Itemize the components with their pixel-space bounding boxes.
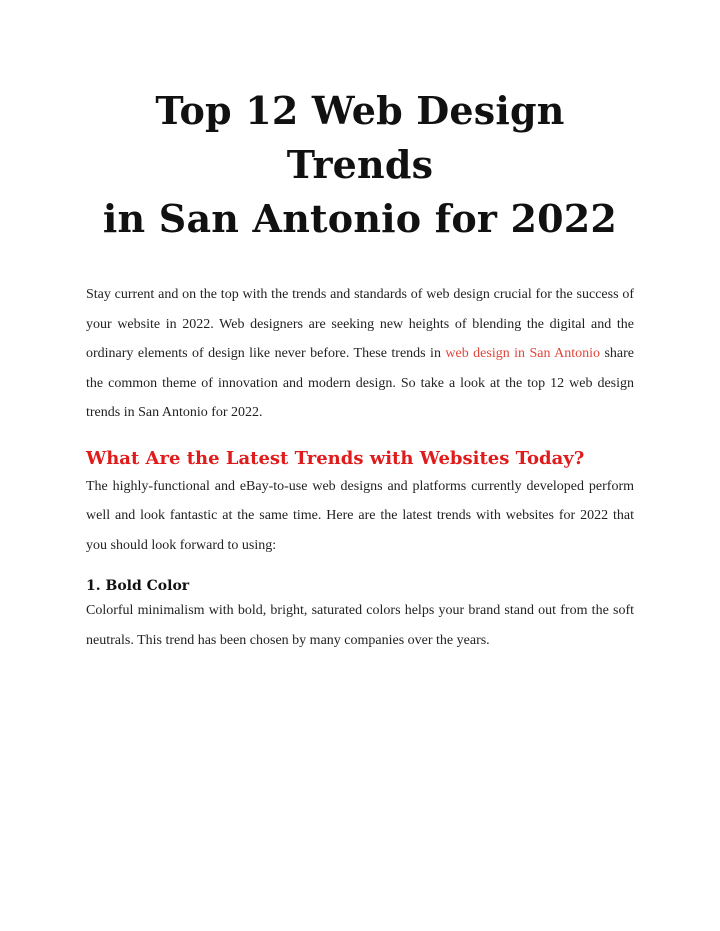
intro-text-after-link: share the common theme of innovation and modern design. So take a look at the top 12 web design trends in San Antonio for 2022.	[86, 346, 635, 420]
page-title	[86, 0, 634, 246]
intro-paragraph	[86, 280, 634, 428]
item-paragraph-bold-color: Colorful minimalism with bold, bright, saturated colors helps your brand stand out from the soft neutrals. This trend has been chosen by many companies over the years.	[86, 603, 634, 648]
item-heading-bold-color: 1. Bold Color	[86, 578, 190, 594]
section-paragraph: The highly-functional and eBay-to-use web designs and platforms currently developed perform well and look fantastic at the same time. Here are the latest trends with websites for 2022 that you should look forward to using:	[86, 478, 634, 553]
web-design-link[interactable]: web design in San Antonio	[445, 346, 601, 361]
section-heading: What Are the Latest Trends with Websites Today?	[86, 447, 585, 469]
page-title-line-1: Top 12 Web Design Trends	[155, 88, 565, 187]
intro-text-before-link: Stay current and on the top with the trends and standards of web design crucial for the success of your website in 2022. Web designers are seeking new heights of blending the digital and the ordinary elements of design like never before. These trends in	[86, 287, 634, 361]
page-title-line-2: in San Antonio for 2022	[102, 196, 618, 241]
